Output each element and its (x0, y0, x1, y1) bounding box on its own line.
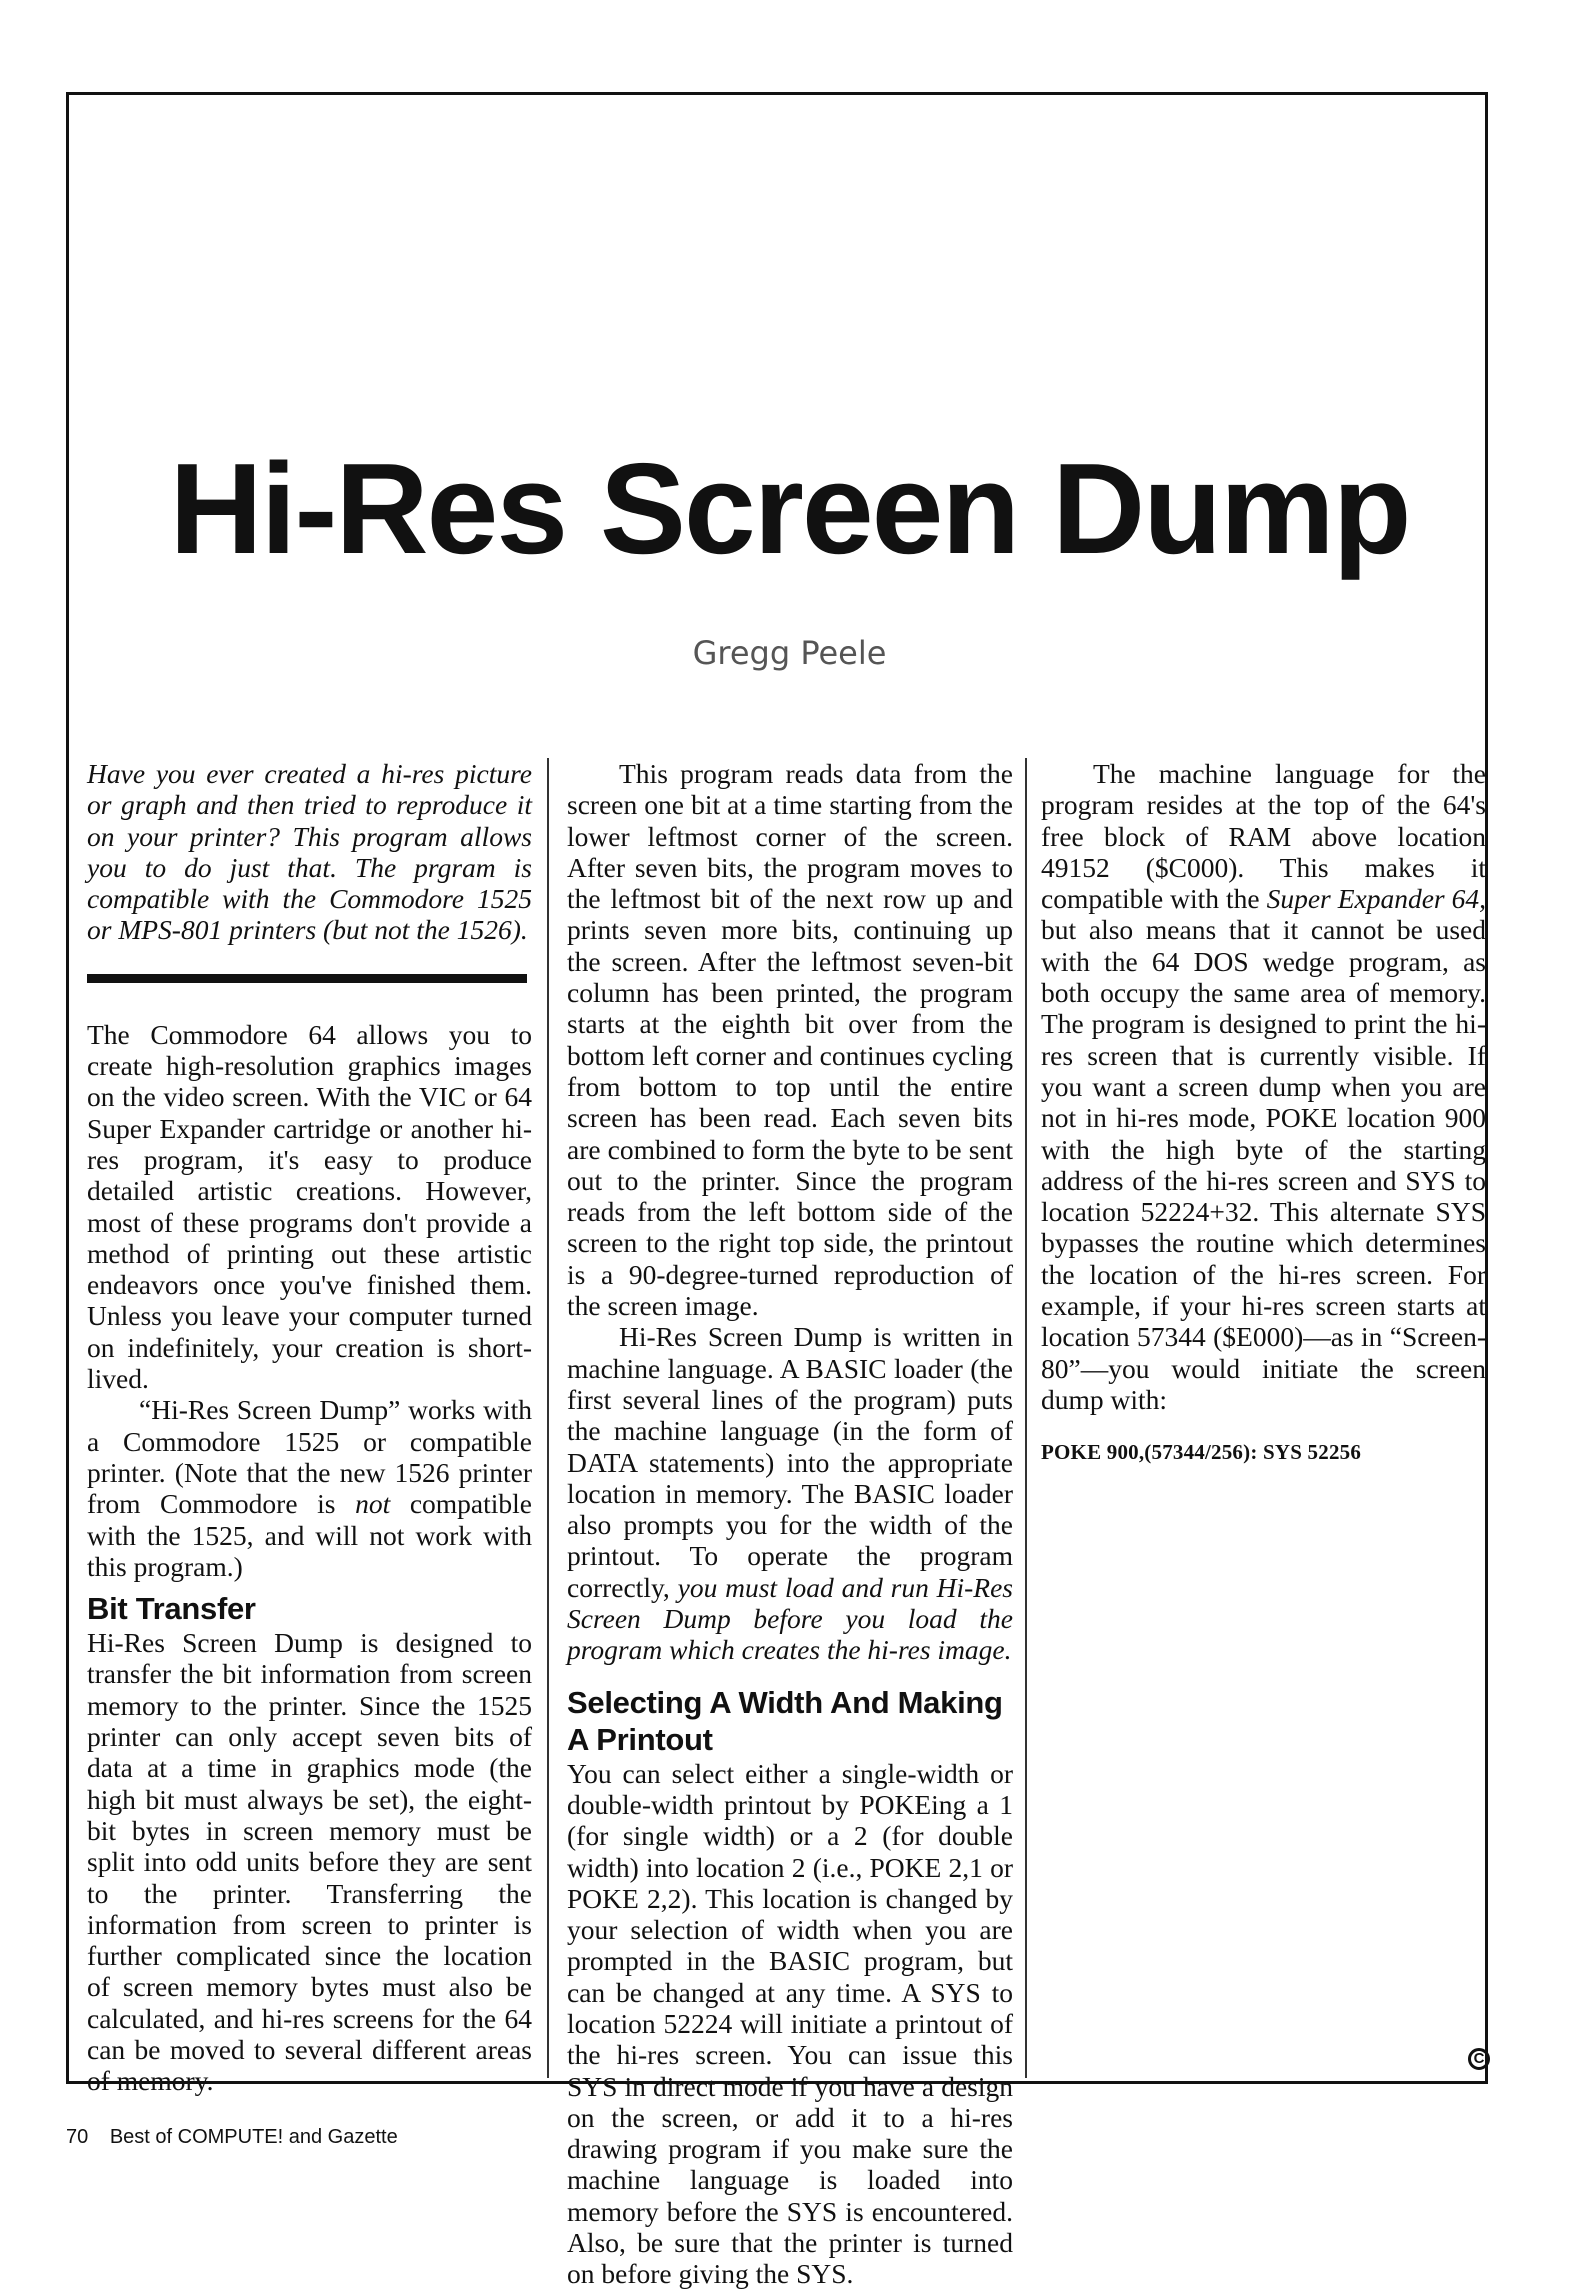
paragraph-2-part-a: “Hi-Res Screen Dump” works with a Commodore 1525 or compatible printer. (Note that the new 1526 printer from Commodore is (87, 1394, 532, 1520)
paragraph-7-emphasis: Super Expander 64, (1266, 883, 1486, 915)
page-number: 70 (66, 2126, 89, 2148)
paragraph-5 (567, 1321, 1013, 1665)
paragraph-5-part-a: Hi-Res Screen Dump is written in machine language. A BASIC loader (the first several lines of the program) puts the machine language (in the form of DATA statements) into the appropriate location in memory. The BASIC loader also prompts you for the width of the printout. To operate the program correctly, (567, 1321, 1013, 1603)
article-author: Gregg Peele (692, 634, 887, 672)
paragraph-7 (1041, 758, 1486, 1415)
intro-divider-bar (87, 974, 527, 983)
paragraph-3: Hi-Res Screen Dump is designed to transfer the bit information from screen memory to the printer. Since the 1525 printer can only accept seven bits of data at a time in graphics mode (the high bit must always be set), the eight-bit bytes in screen memory must be split into odd units before they are sent to the printer. Transferring the information from screen to printer is further complicated since the location of screen memory bytes must also be calculated, and hi-res screens for the 64 can be moved to several different areas of memory. (87, 1627, 532, 2097)
column-rule-left (547, 758, 549, 2078)
column-2 (567, 758, 1013, 2290)
column-rule-right (1025, 758, 1027, 2078)
article-title: Hi-Res Screen Dump (169, 437, 1410, 581)
paragraph-2-emphasis: not (355, 1488, 391, 1520)
heading-selecting-width: Selecting A Width And Making A Printout (567, 1684, 1003, 1757)
paragraph-7-part-a: The machine language for the program resides at the top of the 64's free block of RAM above location 49152 ($C000). This makes it compatible with the (1041, 758, 1486, 915)
paragraph-5-emphasis: you must load and run Hi-Res Screen Dump before you load the program which creates the hi-res image. (567, 1571, 1013, 1666)
paragraph-7-part-b: but also means that it cannot be used with the 64 DOS wedge program, as both occupy the same area of memory. The program is designed to print the hi-res screen that is currently visible. If you want a screen dump when you are not in hi-res mode, POKE location 900 with the high byte of the starting address of the hi-res screen and SYS to location 52224+32. This alternate SYS bypasses the routine which determines the location of the hi-res screen. For example, if your hi-res screen starts at location 57344 ($E000)—as in “Screen-80”—you would initiate the screen dump with: (1041, 914, 1486, 1415)
end-mark-icon: C (1468, 2048, 1490, 2070)
heading-bit-transfer: Bit Transfer (87, 1591, 256, 1627)
paragraph-2 (87, 1394, 532, 1582)
page-footer (66, 2126, 398, 2149)
paragraph-6: You can select either a single-width or double-width printout by POKEing a 1 (for single width) or a 2 (for double width) into location 2 (i.e., POKE 2,1 or POKE 2,2). This location is changed by your selection of width when you are prompted in the BASIC program, but can be changed at any time. A SYS to location 52224 will initiate a printout of the hi-res screen. You can issue this SYS in direct mode if you have a design on the screen, or add it to a hi-res drawing program if you make sure the machine language is loaded into memory before the SYS is encountered. Also, be sure that the printer is turned on before giving the SYS. (567, 1757, 1013, 2290)
column-1 (87, 758, 532, 2097)
paragraph-1: The Commodore 64 allows you to create high-resolution graphics images on the video screen. With the VIC or 64 Super Expander cartridge or another hi-res program, it's easy to produce detailed artistic creations. However, most of these programs don't provide a method of printing out these artistic endeavors once you've finished them. Unless you leave your computer turned on indefinitely, your creation is short-lived. (87, 1018, 532, 1395)
publication-name: Best of COMPUTE! and Gazette (109, 2126, 398, 2148)
paragraph-4: This program reads data from the screen one bit at a time starting from the lower leftmost corner of the screen. After seven bits, the program moves to the leftmost bit of the next row up and prints seven more bits, continuing up the screen. After the leftmost seven-bit column has been printed, the program starts at the eighth bit over from the bottom left corner and continues cycling from bottom to top until the entire screen has been read. Each seven bits are combined to form the byte to be sent out to the printer. Since the program reads from the left bottom side of the screen to the right top side, the printout is a 90-degree-turned reproduction of the screen image. (567, 758, 1013, 1322)
article-intro: Have you ever created a hi-res picture or graph and then tried to reproduce it on your printer? This program allows you to do just that. The prgram is compatible with the Commodore 1525 or MPS-801 printers (but not the 1526). (87, 758, 532, 946)
paragraph-2-part-b: compatible with the 1525, and will not work with this program.) (87, 1488, 532, 1582)
code-listing: POKE 900,(57344/256): SYS 52256 (1041, 1440, 1362, 1465)
column-3 (1041, 758, 1486, 1469)
